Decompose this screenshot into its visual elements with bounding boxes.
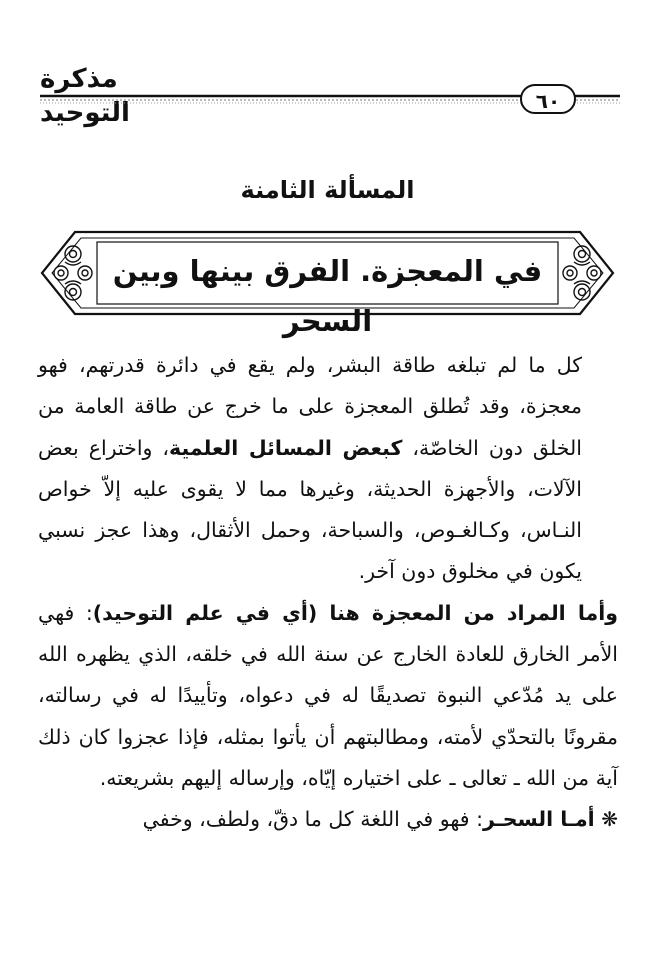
paragraph-magic-definition <box>38 799 618 840</box>
page-number: ٦٠ <box>520 84 576 114</box>
asterism-icon: ❋ <box>601 807 618 832</box>
paragraph-text: : فهو في اللغة كل ما دقّ، ولطف، وخفي <box>142 807 484 832</box>
bold-phrase: أمـا السحـر <box>483 807 595 832</box>
paragraph-text: : فهي الأمر الخارق للعادة الخارج عن سنة الله في خلقه، الذي يظهره الله على يد مُدّعي النبوة تصديقًا له في دعواه، وتأييدًا له في رسالته، مقرونًا بالتحدّي لأمته، ومطالبتهم أن يأتوا بمثله، فإذا عجزوا كان ذلك آية من الله ـ تعالى ـ على اختياره إيّاه، وإرساله إليهم بشريعته. <box>38 600 618 790</box>
bold-phrase: وأما المراد من المعجزة هنا (أي في علم التوحيد) <box>92 600 618 625</box>
body-text <box>38 345 618 841</box>
paragraph-text-continued: ، واختراع بعض الآلات، والأجهزة الحديثة، وغيرها مما لا يقوى عليه إلاّ خواص النـاس، وكـالغـوص، والسباحة، وحمل الأثقال، وهذا عجز نسبي يكون في مخلوق دون آخر. <box>38 435 582 584</box>
section-heading: المسألة الثامنة <box>240 176 415 204</box>
bold-phrase: كبعض المسائل العلمية <box>169 435 403 460</box>
ornamental-title-frame <box>35 224 620 338</box>
paragraph-text: كل ما لم تبلغه طاقة البشر، ولم يقع في دائرة قدرتهم، فهو معجزة، وقد تُطلق المعجزة على ما خرج عن طاقة العامة من الخلق دون الخاصّة، <box>38 353 582 460</box>
running-header-title: مذكرة التوحيد <box>40 64 130 128</box>
chapter-title: في المعجزة. الفرق بينها وبين السحر <box>112 254 543 338</box>
paragraph-miracle-definition <box>38 345 618 593</box>
paragraph-theological-meaning <box>38 593 618 799</box>
